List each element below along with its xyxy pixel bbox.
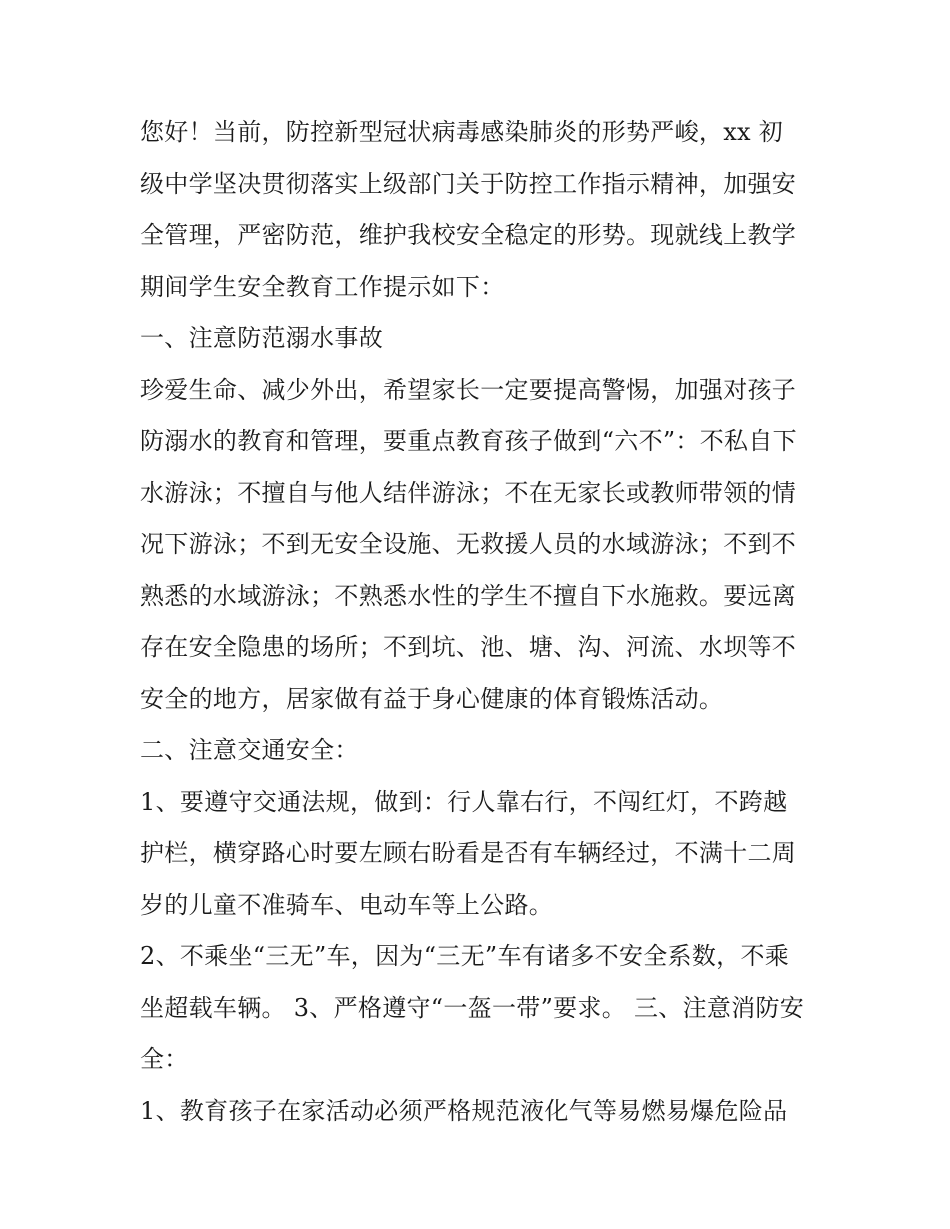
text-line: 全管理，严密防范，维护我校安全稳定的形势。现就线上教学 xyxy=(140,221,797,249)
text-line: 1、要遵守交通法规，做到：行人靠右行，不闯红灯，不跨越 xyxy=(140,787,788,816)
text-line: 级中学坚决贯彻落实上级部门关于防控工作指示精神，加强安 xyxy=(140,169,797,198)
text-line: 存在安全隐患的场所；不到坑、池、塘、沟、河流、水坝等不 xyxy=(140,633,797,661)
text-line: 水游泳；不擅自与他人结伴游泳；不在无家长或教师带领的情 xyxy=(140,478,797,507)
text-line: 防溺水的教育和管理，要重点教育孩子做到“六不”：不私自下 xyxy=(140,427,797,455)
section-heading-traffic: 二、注意交通安全： xyxy=(140,736,359,764)
text-line: 1、教育孩子在家活动必须严格规范液化气等易燃易爆危险品 xyxy=(140,1096,788,1125)
text-line: 全： xyxy=(140,1045,189,1073)
text-line: 岁的儿童不准骑车、电动车等上公路。 xyxy=(140,890,554,919)
text-line: 熟悉的水域游泳；不熟悉水性的学生不擅自下水施救。要远离 xyxy=(140,581,797,610)
text-line: 您好！当前，防控新型冠状病毒感染肺炎的形势严峻，xx 初 xyxy=(140,118,784,146)
text-line: 珍爱生命、减少外出，希望家长一定要提高警惕，加强对孩子 xyxy=(140,375,797,404)
text-line: 期间学生安全教育工作提示如下： xyxy=(140,272,505,301)
text-line: 护栏，横穿路心时要左顾右盼看是否有车辆经过，不满十二周 xyxy=(140,839,797,867)
text-line: 安全的地方，居家做有益于身心健康的体育锻炼活动。 xyxy=(140,684,724,713)
section-heading-drowning: 一、注意防范溺水事故 xyxy=(140,324,383,352)
document-body xyxy=(140,107,820,1137)
text-line: 坐超载车辆。 3、严格遵守“一盔一带”要求。 三、注意消防安 xyxy=(140,993,805,1022)
text-line: 况下游泳；不到无安全设施、无救援人员的水域游泳；不到不 xyxy=(140,530,797,558)
text-line: 2、不乘坐“三无”车，因为“三无”车有诸多不安全系数，不乘 xyxy=(140,942,790,970)
